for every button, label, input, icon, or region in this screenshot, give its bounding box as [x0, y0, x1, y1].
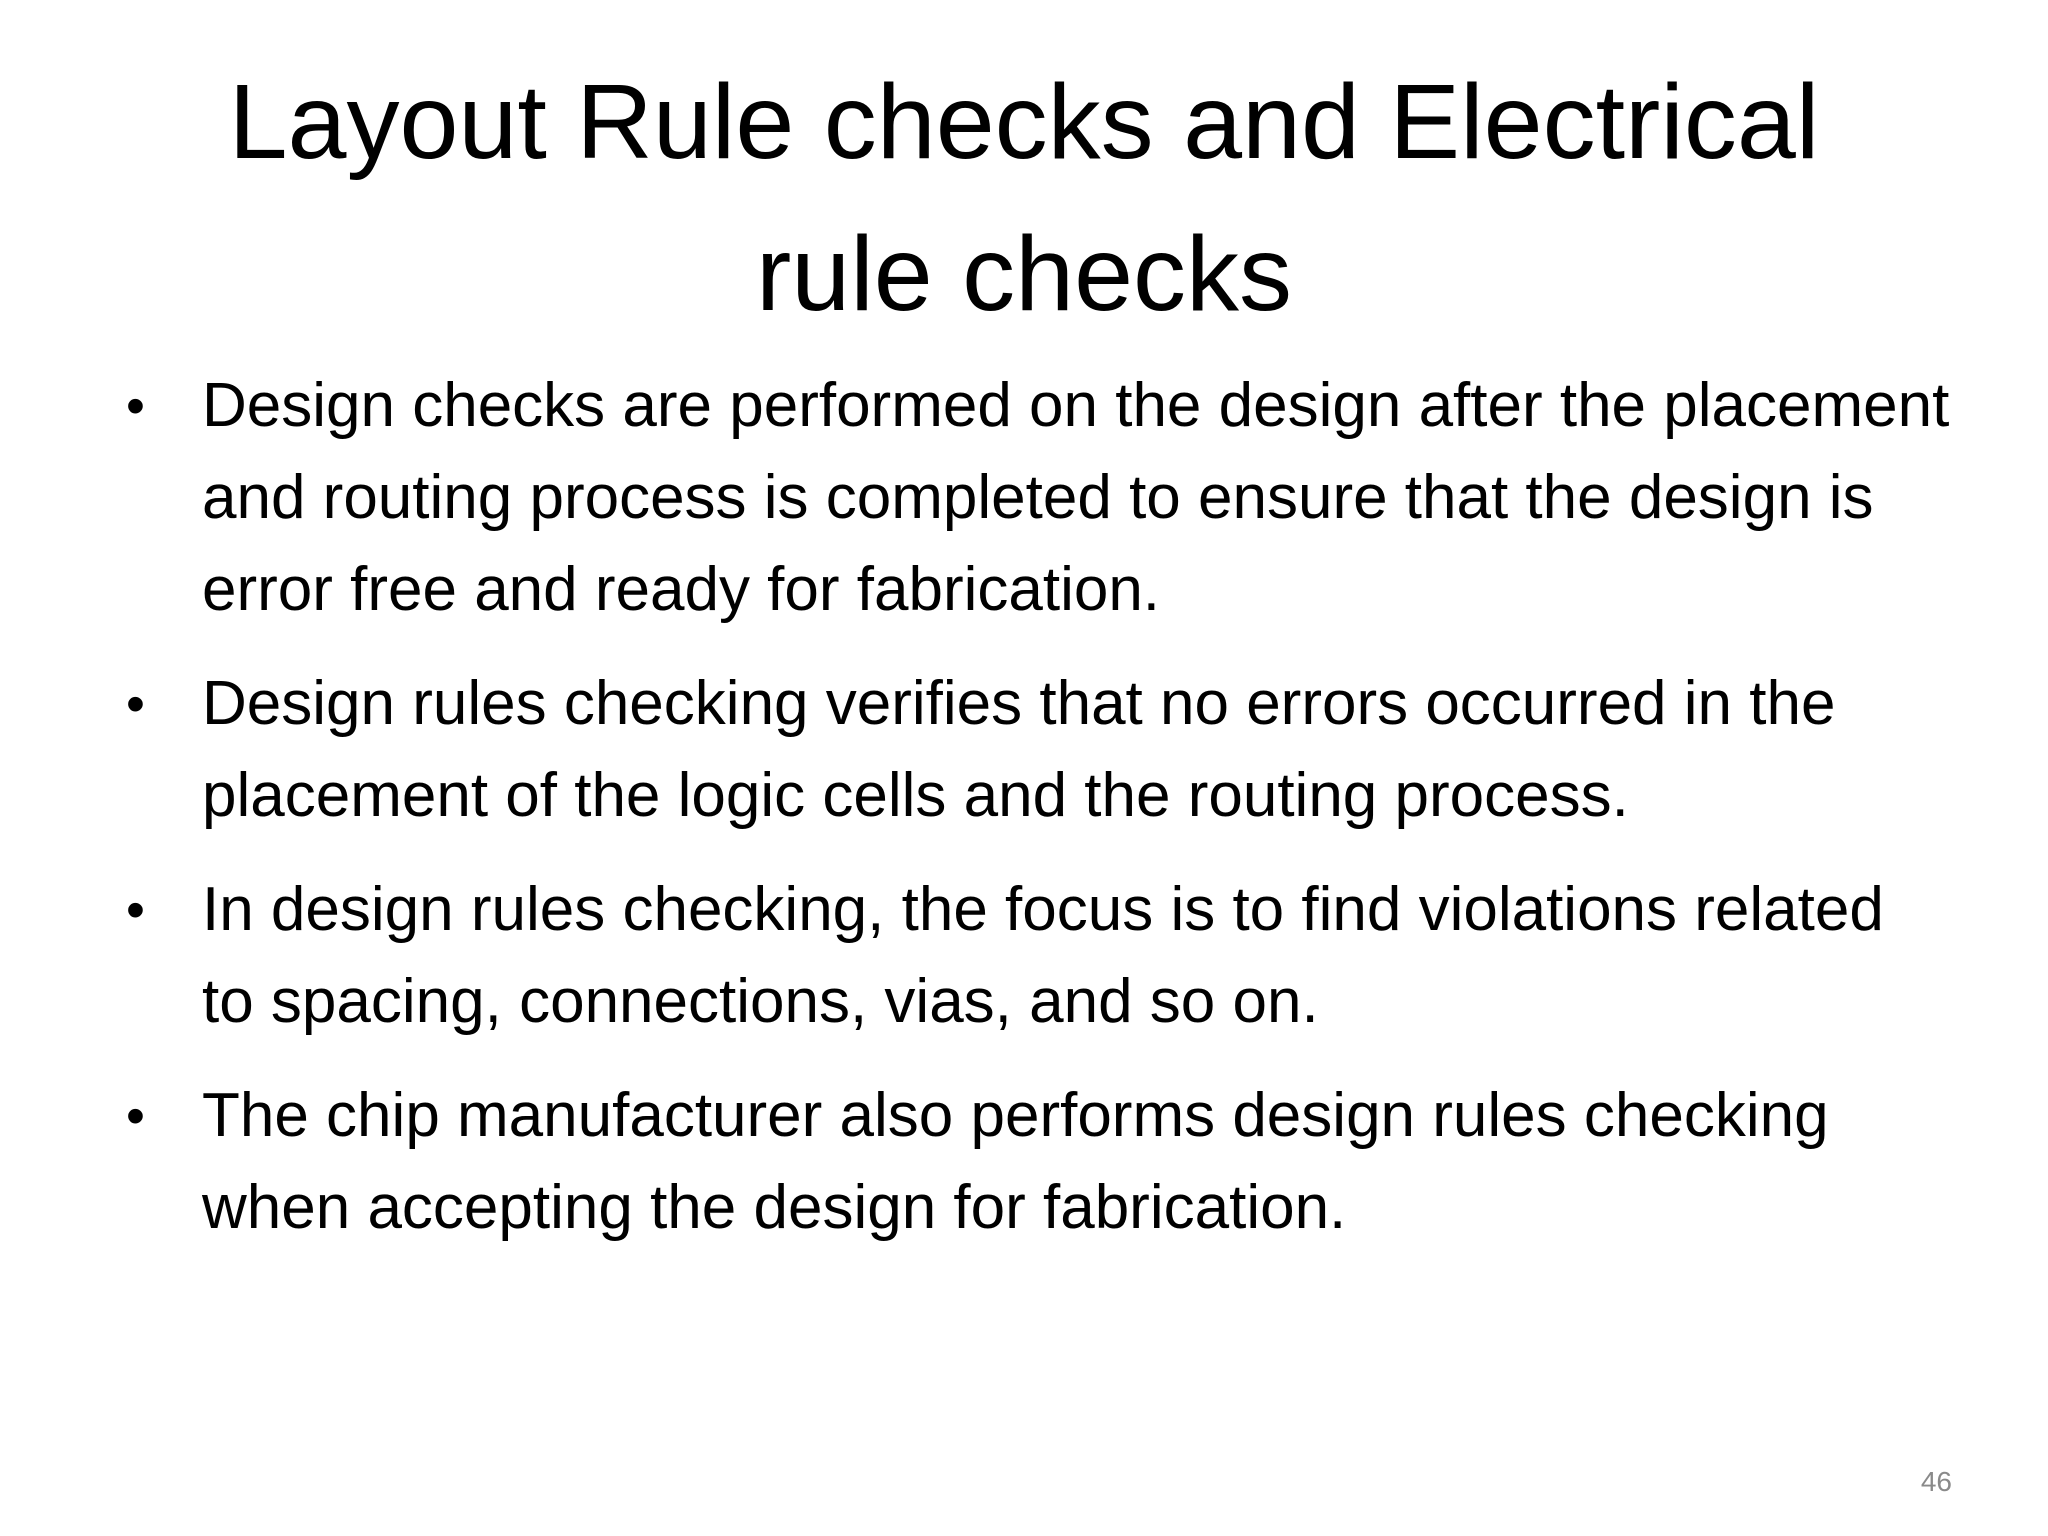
bullet-text-2: Design rules checking verifies that no errors occurred in the placement of the logic cells and the routing process. [202, 669, 1836, 830]
bullet-dot-icon: • [126, 880, 145, 940]
slide-title-line-1: Layout Rule checks and Electrical [228, 63, 1820, 181]
bullet-text-1: Design checks are performed on the design after the placement and routing process is completed to ensure that the design is error free and ready for fabrication. [202, 371, 1950, 624]
bullet-dot-icon: • [126, 376, 145, 436]
bullet-item-1 [120, 360, 1950, 636]
bullet-text-4: The chip manufacturer also performs design rules checking when accepting the design for fabrication. [202, 1081, 1829, 1242]
bullet-text-3: In design rules checking, the focus is to find violations related to spacing, connections, vias, and so on. [202, 875, 1884, 1036]
bullet-dot-icon: • [126, 674, 145, 734]
slide-title-line-2: rule checks [755, 215, 1293, 333]
bullet-item-2 [120, 658, 1950, 842]
bullet-dot-icon: • [126, 1086, 145, 1146]
bullet-list [120, 360, 1950, 1276]
bullet-item-4 [120, 1070, 1950, 1254]
page-number: 46 [1920, 1466, 1952, 1497]
bullet-item-3 [120, 864, 1950, 1048]
slide-title [140, 46, 1908, 350]
